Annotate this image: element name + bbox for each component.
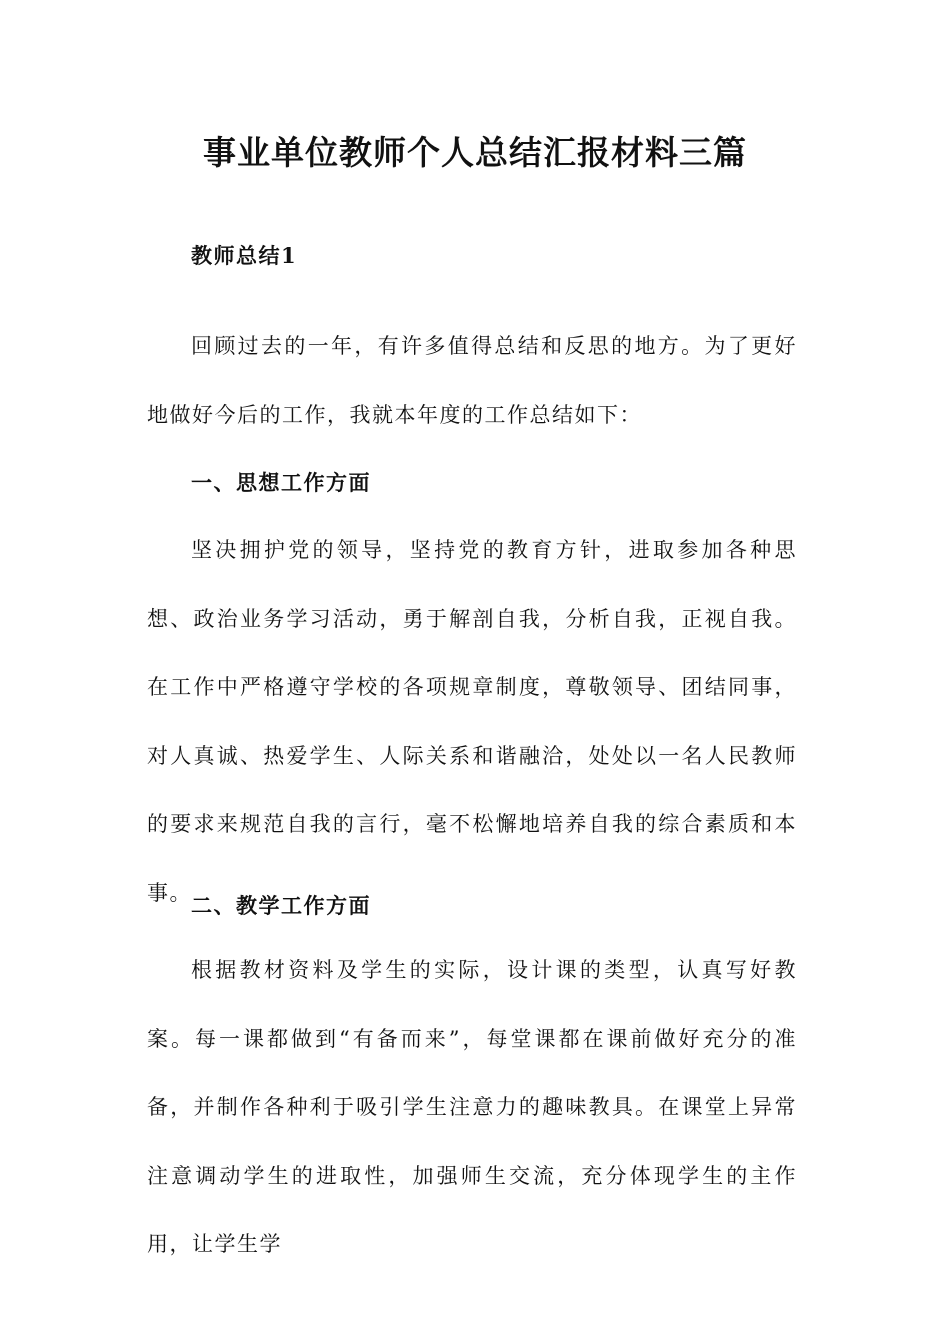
section-body-thought: 坚决拥护党的领导，坚持党的教育方针，进取参加各种思想、政治业务学习活动，勇于解剖自我，分析自我，正视自我。在工作中严格遵守学校的各项规章制度，尊敬领导、团结同事，对人真诚、热爱学生、人际关系和谐融洽，处处以一名人民教师的要求来规范自我的言行，毫不松懈地培养自我的综合素质和本事。 — [147, 538, 797, 905]
section-heading-teaching: 二、教学工作方面 — [191, 893, 371, 918]
section-label: 教师总结1 — [191, 243, 298, 268]
section-heading-thought: 一、思想工作方面 — [191, 470, 371, 495]
section-body-teaching: 根据教材资料及学生的实际，设计课的类型，认真写好教案。每一课都做到“有备而来”，每堂课都在课前做好充分的准备，并制作各种利于吸引学生注意力的趣味教具。在课堂上异常注意调动学生的进取性，加强师生交流，充分体现学生的主作用，让学生学 — [147, 958, 797, 1256]
document-title: 事业单位教师个人总结汇报材料三篇 — [203, 133, 747, 172]
intro-paragraph: 回顾过去的一年，有许多值得总结和反思的地方。为了更好地做好今后的工作，我就本年度的工作总结如下： — [147, 334, 797, 427]
